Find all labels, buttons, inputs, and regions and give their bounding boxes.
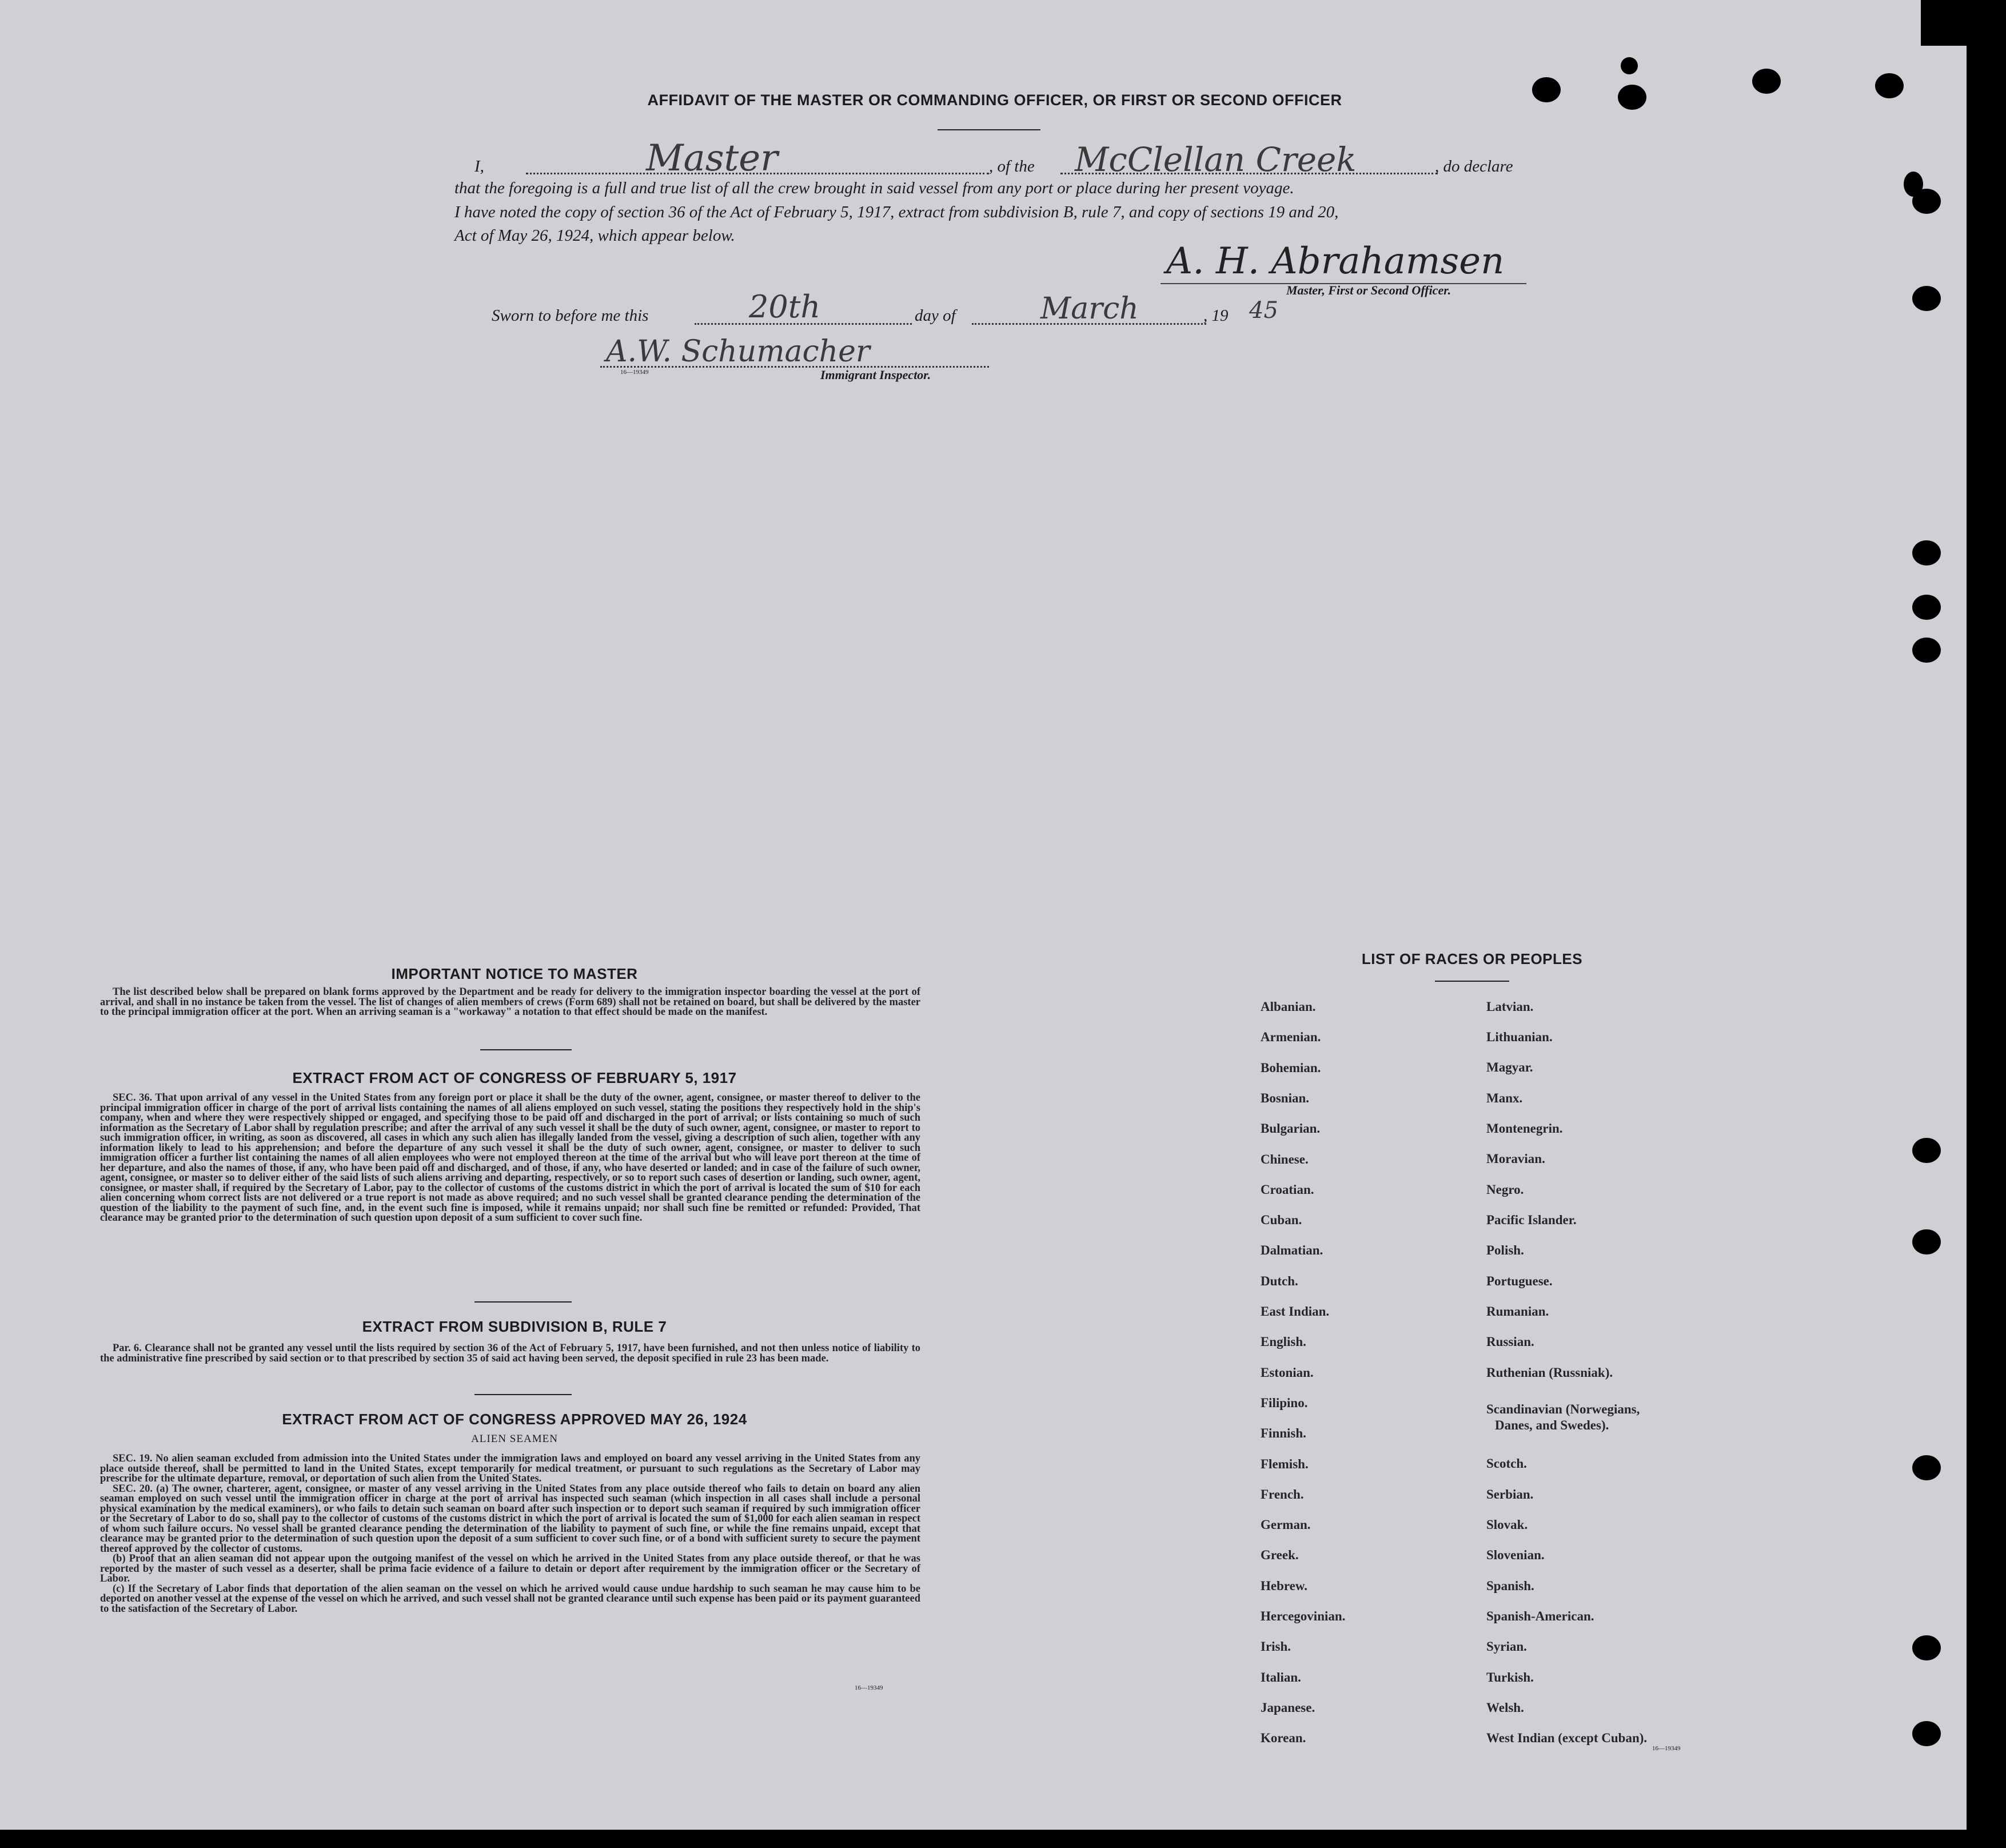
sec20c-paragraph: (c) If the Secretary of Labor finds that deportation of the alien seaman on the vessel on which he arrived would cause undue hardship to such seaman he may cause him to be deported on another vessel at the expense of the vessel on which he arrived, and such vessel shall not be granted clearance until such expense has been paid or its payment guaranteed to the satisfaction of the Secretary of Labor.	[100, 1583, 920, 1615]
year-prefix: , 19	[1203, 306, 1229, 325]
punch-hole	[1912, 1138, 1941, 1163]
sec20b-paragraph: (b) Proof that an alien seaman did not appear upon the outgoing manifest of the vessel on which he arrived in the United States from any place outside thereof, or that he was reported by the master of such vessel as a deserter, shall be prima facie evidence of a failure to detain or deport after requirement by the immigration officer or the Secretary of Labor.	[100, 1553, 920, 1584]
master-signature: A. H. Abrahamsen	[1166, 240, 1505, 282]
race-item: Russian.	[1486, 1335, 1534, 1349]
race-item: Manx.	[1486, 1091, 1523, 1105]
extract-1924-title: EXTRACT FROM ACT OF CONGRESS APPROVED MAY 26, 1924	[282, 1411, 747, 1428]
inspector-signature: A.W. Schumacher	[606, 334, 870, 369]
race-item: German.	[1261, 1518, 1311, 1532]
race-item: Finnish.	[1261, 1426, 1306, 1441]
handwritten-year: 45	[1249, 297, 1278, 324]
race-item: Polish.	[1486, 1243, 1524, 1257]
race-item: Slovenian.	[1486, 1548, 1545, 1562]
section-divider	[474, 1301, 572, 1303]
race-item: Hebrew.	[1261, 1578, 1307, 1593]
signature-caption: Master, First or Second Officer.	[1286, 283, 1451, 297]
race-item: Pacific Islander.	[1486, 1213, 1577, 1227]
race-item: Rumanian.	[1486, 1304, 1549, 1319]
race-item: Montenegrin.	[1486, 1121, 1563, 1136]
extract-1924-text	[100, 1454, 920, 1683]
punch-hole	[1912, 286, 1941, 311]
race-item: East Indian.	[1261, 1304, 1330, 1319]
race-item: Hercegovinian.	[1261, 1609, 1346, 1623]
race-item: Bohemian.	[1261, 1060, 1321, 1075]
declare-end: , do declare	[1435, 157, 1513, 176]
title-divider	[938, 129, 1040, 130]
race-item: Lithuanian.	[1486, 1030, 1553, 1044]
race-item: Scotch.	[1486, 1456, 1527, 1471]
punch-hole	[1912, 1229, 1941, 1254]
race-item: Spanish.	[1486, 1579, 1534, 1593]
race-item: Turkish.	[1486, 1670, 1534, 1684]
punch-hole	[1875, 73, 1904, 98]
punch-hole	[1912, 1455, 1941, 1480]
notice-paragraph: The list described below shall be prepared on blank forms approved by the Department and be ready for delivery to the immigration inspector boarding the vessel at the port of arrival, and shall in no instance be taken from the vessel. The list of changes of alien members of crews (Form 689) shall not be retained on board, but shall be delivered by the master to the principal immigration officer at the port. When an arriving seaman is a "workaway" a notation to that effect should be made on the manifest.	[100, 986, 920, 1018]
race-item: Japanese.	[1261, 1700, 1315, 1715]
alien-seamen-subtitle: ALIEN SEAMEN	[471, 1433, 558, 1445]
section-divider	[474, 1394, 572, 1395]
notice-title: IMPORTANT NOTICE TO MASTER	[391, 965, 638, 982]
day-of-text: day of	[915, 306, 956, 325]
extract-1917-title: EXTRACT FROM ACT OF CONGRESS OF FEBRUARY 5, 1917	[292, 1069, 737, 1086]
punch-hole	[1618, 85, 1646, 110]
race-item: Portuguese.	[1486, 1274, 1553, 1288]
affidavit-line-4: Act of May 26, 1924, which appear below.	[454, 226, 735, 245]
affidavit-line-3: I have noted the copy of section 36 of the Act of February 5, 1917, extract from subdivision B, rule 7, and copy of sections 19 and 20,	[454, 203, 1339, 221]
punch-hole	[1621, 57, 1638, 74]
race-item: Albanian.	[1261, 999, 1316, 1014]
par6-paragraph: Par. 6. Clearance shall not be granted any vessel until the lists required by section 36 of the Act of February 5, 1917, have been furnished, and not then unless notice of liability to the administrative fine prescribed by said section or to that prescribed by section 35 of said act having been served, the deposit specified in rule 23 has been made.	[100, 1343, 920, 1364]
race-item: Bosnian.	[1261, 1090, 1310, 1105]
race-item: Syrian.	[1486, 1639, 1527, 1654]
race-item: Cuban.	[1261, 1213, 1302, 1228]
subdivision-b-text	[100, 1344, 920, 1377]
race-item: Filipino.	[1261, 1395, 1308, 1410]
race-item: Scandinavian (Norwegians,	[1486, 1402, 1640, 1416]
race-item: Negro.	[1486, 1182, 1524, 1197]
race-item: Danes, and Swedes).	[1495, 1418, 1609, 1432]
declare-start: I,	[474, 157, 484, 176]
form-number: 16—19349	[855, 1684, 883, 1691]
handwritten-master: Master	[646, 137, 778, 180]
page-corner	[1921, 0, 1967, 46]
handwritten-vessel: McClellan Creek	[1075, 140, 1357, 179]
race-item: Serbian.	[1486, 1487, 1534, 1501]
punch-hole	[1912, 638, 1941, 663]
sec19-paragraph: SEC. 19. No alien seaman excluded from admission into the United States under the immigration laws and employed on board any vessel arriving in the United States from any place outside thereof, shall be permitted to land in the United States, except temporarily for medical treatment, or pursuant to such regulations as the Secretary of Labor may prescribe for the ultimate departure, removal, or deportation of such alien from the United States.	[100, 1453, 920, 1484]
races-title-divider	[1435, 981, 1509, 982]
race-item: Welsh.	[1486, 1700, 1524, 1715]
handwritten-day: 20th	[749, 289, 821, 325]
sworn-text: Sworn to before me this	[492, 306, 649, 325]
sec20a-paragraph: SEC. 20. (a) The owner, charterer, agent, consignee, or master of any vessel arriving in the United States from any place outside thereof who fails to detain on board any alien seaman employed on such vessel until the immigration officer in charge at the port of arrival has inspected such seaman (which inspection in all cases shall include a personal physical examination by the medical examiners), or who fails to detain such seaman on board after such inspection or to deport such seaman if required by such immigration officer or the Secretary of Labor to do so, shall pay to the collector of customs of the customs district in which the port of arrival is located the sum of $1,000 for each alien seaman in respect of whom such failure occurs. No vessel shall be granted clearance pending the determination of the liability to payment of such fine, or while the fine remains unpaid, except that clearance may be granted prior to the determination of such question upon the deposit of a sum sufficient to cover such fine, or of a bond with sufficient surety to secure the payment thereof approved by the collector of customs.	[100, 1483, 920, 1555]
race-item: Italian.	[1261, 1670, 1301, 1684]
race-item: Dalmatian.	[1261, 1243, 1323, 1258]
affidavit-line-2: that the foregoing is a full and true list of all the crew brought in said vessel from any port or place during her present voyage.	[454, 179, 1294, 197]
race-item: Spanish-American.	[1486, 1609, 1594, 1623]
race-item: Irish.	[1261, 1639, 1291, 1654]
extract-1917-text	[100, 1093, 920, 1288]
race-item: Latvian.	[1486, 999, 1534, 1014]
race-item: Magyar.	[1486, 1060, 1533, 1074]
race-item: West Indian (except Cuban).	[1486, 1731, 1648, 1745]
race-item: Chinese.	[1261, 1152, 1309, 1166]
race-item: Croatian.	[1261, 1182, 1314, 1197]
punch-hole	[1912, 1635, 1941, 1660]
declare-of: , of the	[989, 157, 1035, 176]
race-item: Greek.	[1261, 1548, 1299, 1563]
notice-text	[100, 987, 920, 1039]
inspector-caption: Immigrant Inspector.	[820, 368, 931, 382]
race-item: Ruthenian (Russniak).	[1486, 1365, 1613, 1380]
affidavit-title: AFFIDAVIT OF THE MASTER OR COMMANDING OFFICER, OR FIRST OR SECOND OFFICER	[647, 91, 1342, 109]
punch-hole	[1912, 595, 1941, 620]
punch-hole	[1532, 77, 1561, 102]
section-divider	[480, 1049, 572, 1050]
race-item: Armenian.	[1261, 1030, 1321, 1045]
punch-hole	[1912, 540, 1941, 565]
race-item: Estonian.	[1261, 1365, 1314, 1380]
race-item: Moravian.	[1486, 1152, 1545, 1166]
subdivision-b-title: EXTRACT FROM SUBDIVISION B, RULE 7	[362, 1318, 667, 1335]
race-item: Dutch.	[1261, 1273, 1298, 1288]
races-title: LIST OF RACES OR PEOPLES	[1361, 950, 1583, 967]
form-number: 16—19349	[1652, 1745, 1681, 1752]
handwritten-month: March	[1040, 292, 1139, 326]
form-number: 16—19349	[620, 369, 649, 376]
race-item: French.	[1261, 1487, 1304, 1501]
punch-hole	[1912, 1721, 1941, 1746]
punch-hole	[1752, 69, 1781, 94]
race-item: Bulgarian.	[1261, 1121, 1321, 1136]
punch-hole	[1912, 189, 1941, 214]
sec36-paragraph: SEC. 36. That upon arrival of any vessel in the United States from any foreign port or place it shall be the duty of the owner, agent, consignee, or master thereof to deliver to the principal immigration officer in charge of the port of arrival lists containing the names of all aliens employed on such vessel, stating the positions they respectively hold in the ship's company, when and where they were respectively shipped or engaged, and specifying those to be paid off and discharged in the port of arrival; or lists containing so much of such information as the Secretary of Labor shall by regulation prescribe; and after the arrival of any such vessel it shall be the duty of such owner, agent, consignee, or master to report to such immigration officer, in writing, as soon as discovered, all cases in which any such alien has illegally landed from the vessel, giving a description of such alien, together with any information likely to lead to his apprehension; and before the departure of any such vessel it shall be the duty of such owner, agent, consignee, or master to deliver to such immigration officer a further list containing the names of all alien employees who were not employed thereon at the time of the arrival but who will leave port thereon at the time of her departure, and also the names of those, if any, who have been paid off and discharged, and of those, if any, who have deserted or landed; and in case of the failure of such owner, agent, consignee, or master so to deliver either of the said lists of such aliens arriving and departing, respectively, or so to report such cases of desertion or landing, such owner, agent, consignee, or master shall, if required by the Secretary of Labor, pay to the collector of customs of the customs district in which the port of arrival is located the sum of $10 for each alien concerning whom correct lists are not delivered or a true report is not made as above required; and no such vessel shall be granted clearance pending the determination of the question of the liability to the payment of such fine, and, in the event such fine is imposed, while it remains unpaid; nor shall such fine be remitted or refunded: Provided, That clearance may be granted prior to the determination of such question upon deposit of a sum sufficient to cover such fine.	[100, 1092, 920, 1224]
race-item: Slovak.	[1486, 1518, 1528, 1532]
race-item: English.	[1261, 1335, 1306, 1349]
race-item: Flemish.	[1261, 1456, 1309, 1471]
race-item: Korean.	[1261, 1731, 1306, 1746]
